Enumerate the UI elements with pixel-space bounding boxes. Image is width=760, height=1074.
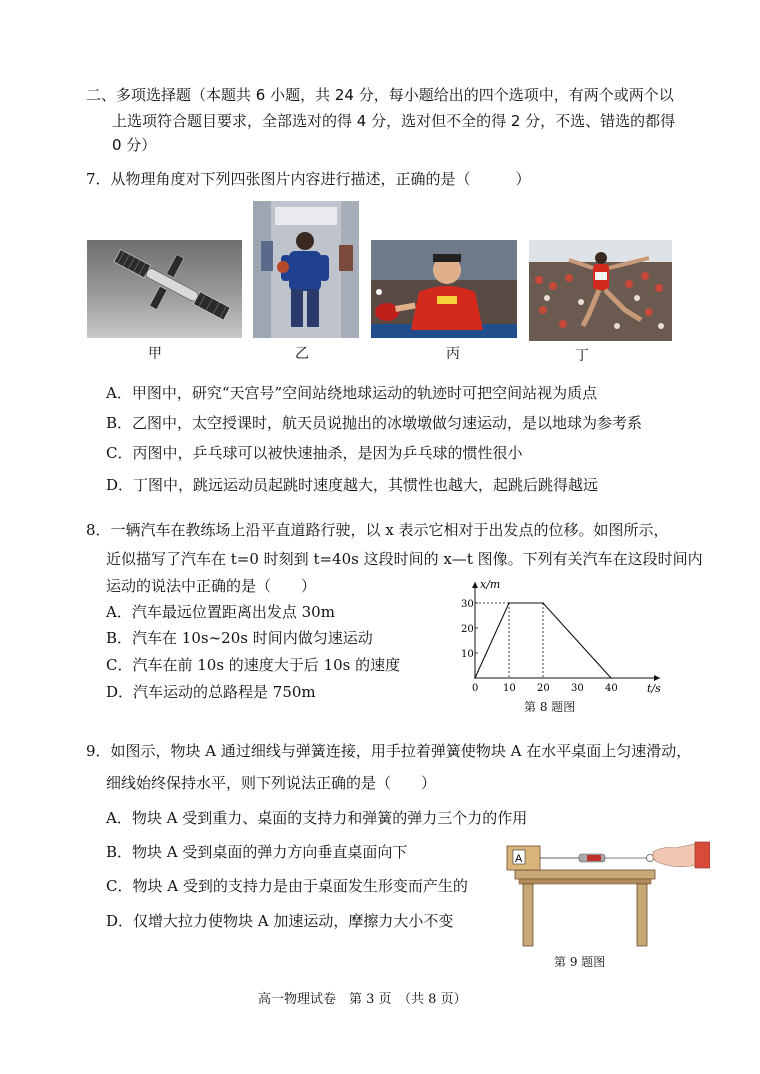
q8-option-b: B．汽车在 10s~20s 时间内做匀速运动 [106, 629, 373, 647]
q8-option-a: A．汽车最远位置距离出发点 30m [106, 603, 335, 621]
x-tick-label: 0 [472, 683, 479, 694]
q9-stem-line1: 9．如图示，物块 A 通过细线与弹簧连接，用手拉着弹簧使物块 A 在水平桌面上匀速滑动， [86, 742, 692, 760]
q7-option-b: B．乙图中，太空授课时，航天员说抛出的冰墩墩做匀速运动，是以地球为参考系 [106, 414, 643, 432]
caption-ding: 丁 [575, 348, 589, 364]
section-header-line3: 0 分） [112, 136, 157, 154]
space-station-photo [87, 240, 242, 338]
table-tennis-photo [371, 240, 517, 338]
q8-option-d: D．汽车运动的总路程是 750m [106, 683, 316, 701]
y-tick-label: 30 [461, 599, 474, 610]
page-footer: 高一物理试卷 第 3 页 （共 8 页） [258, 992, 467, 1007]
q8-stem-line3: 运动的说法中正确的是（ ） [106, 577, 317, 595]
q9-figure [495, 836, 710, 948]
q9-option-c: C．物块 A 受到的支持力是由于桌面发生形变而产生的 [106, 877, 468, 895]
q8-figure-caption: 第 8 题图 [524, 700, 576, 714]
q9-option-b: B．物块 A 受到桌面的弹力方向垂直桌面向下 [106, 843, 408, 861]
series-point [508, 602, 510, 604]
x-tick-label: 40 [605, 683, 618, 694]
q7-option-a: A．甲图中，研究“天宫号”空间站绕地球运动的轨迹时可把空间站视为质点 [106, 384, 598, 402]
q8-option-c: C．汽车在前 10s 的速度大于后 10s 的速度 [106, 656, 401, 674]
q7-option-d: D．丁图中，跳远运动员起跳时速度越大，其惯性也越大，起跳后跳得越远 [106, 476, 599, 494]
series-point [474, 677, 476, 679]
q7-option-c: C．丙图中，乒乓球可以被快速抽杀，是因为乒乓球的惯性很小 [106, 444, 523, 462]
caption-jia: 甲 [148, 346, 162, 362]
x-axis-label: t/s [647, 682, 661, 695]
q9-figure-caption: 第 9 题图 [554, 955, 606, 969]
y-tick-label: 20 [461, 624, 474, 635]
q9-stem-line2: 细线始终保持水平，则下列说法正确的是（ ） [106, 774, 437, 792]
caption-bing: 丙 [446, 346, 460, 362]
table-top [515, 870, 655, 879]
y-tick-label: 10 [461, 649, 474, 660]
section-header-line2: 上选项符合题目要求，全部选对的得 4 分，选对但不全的得 2 分，不选、错选的都得 [112, 112, 676, 130]
series-point [542, 602, 544, 604]
block-a-label: A [515, 853, 523, 865]
q7-stem: 7．从物理角度对下列四张图片内容进行描述，正确的是（ ） [86, 170, 531, 188]
table-leg-right [637, 884, 647, 946]
astronaut-photo [253, 201, 359, 338]
long-jump-photo [529, 240, 672, 341]
q9-option-a: A．物块 A 受到重力、桌面的支持力和弹簧的弹力三个力的作用 [106, 809, 528, 827]
q9-option-d: D．仅增大拉力使物块 A 加速运动，摩擦力大小不变 [106, 912, 454, 930]
series-point [610, 677, 612, 679]
x-tick-label: 10 [503, 683, 516, 694]
q8-stem-line1: 8．一辆汽车在教练场上沿平直道路行驶，以 x 表示它相对于出发点的位移。如图所示， [86, 521, 669, 539]
y-axis-label: x/m [480, 578, 501, 591]
section-header-line1: 二、多项选择题（本题共 6 小题，共 24 分，每小题给出的四个选项中，有两个或两个以 [86, 86, 674, 104]
x-tick-label: 30 [571, 683, 584, 694]
q8-stem-line2: 近似描写了汽车在 t=0 时刻到 t=40s 这段时间的 x—t 图像。下列有关汽车在这段时间内 [106, 550, 703, 568]
caption-yi: 乙 [295, 346, 309, 362]
x-tick-label: 20 [537, 683, 550, 694]
table-leg-left [523, 884, 533, 946]
x-t-graph [455, 576, 670, 696]
